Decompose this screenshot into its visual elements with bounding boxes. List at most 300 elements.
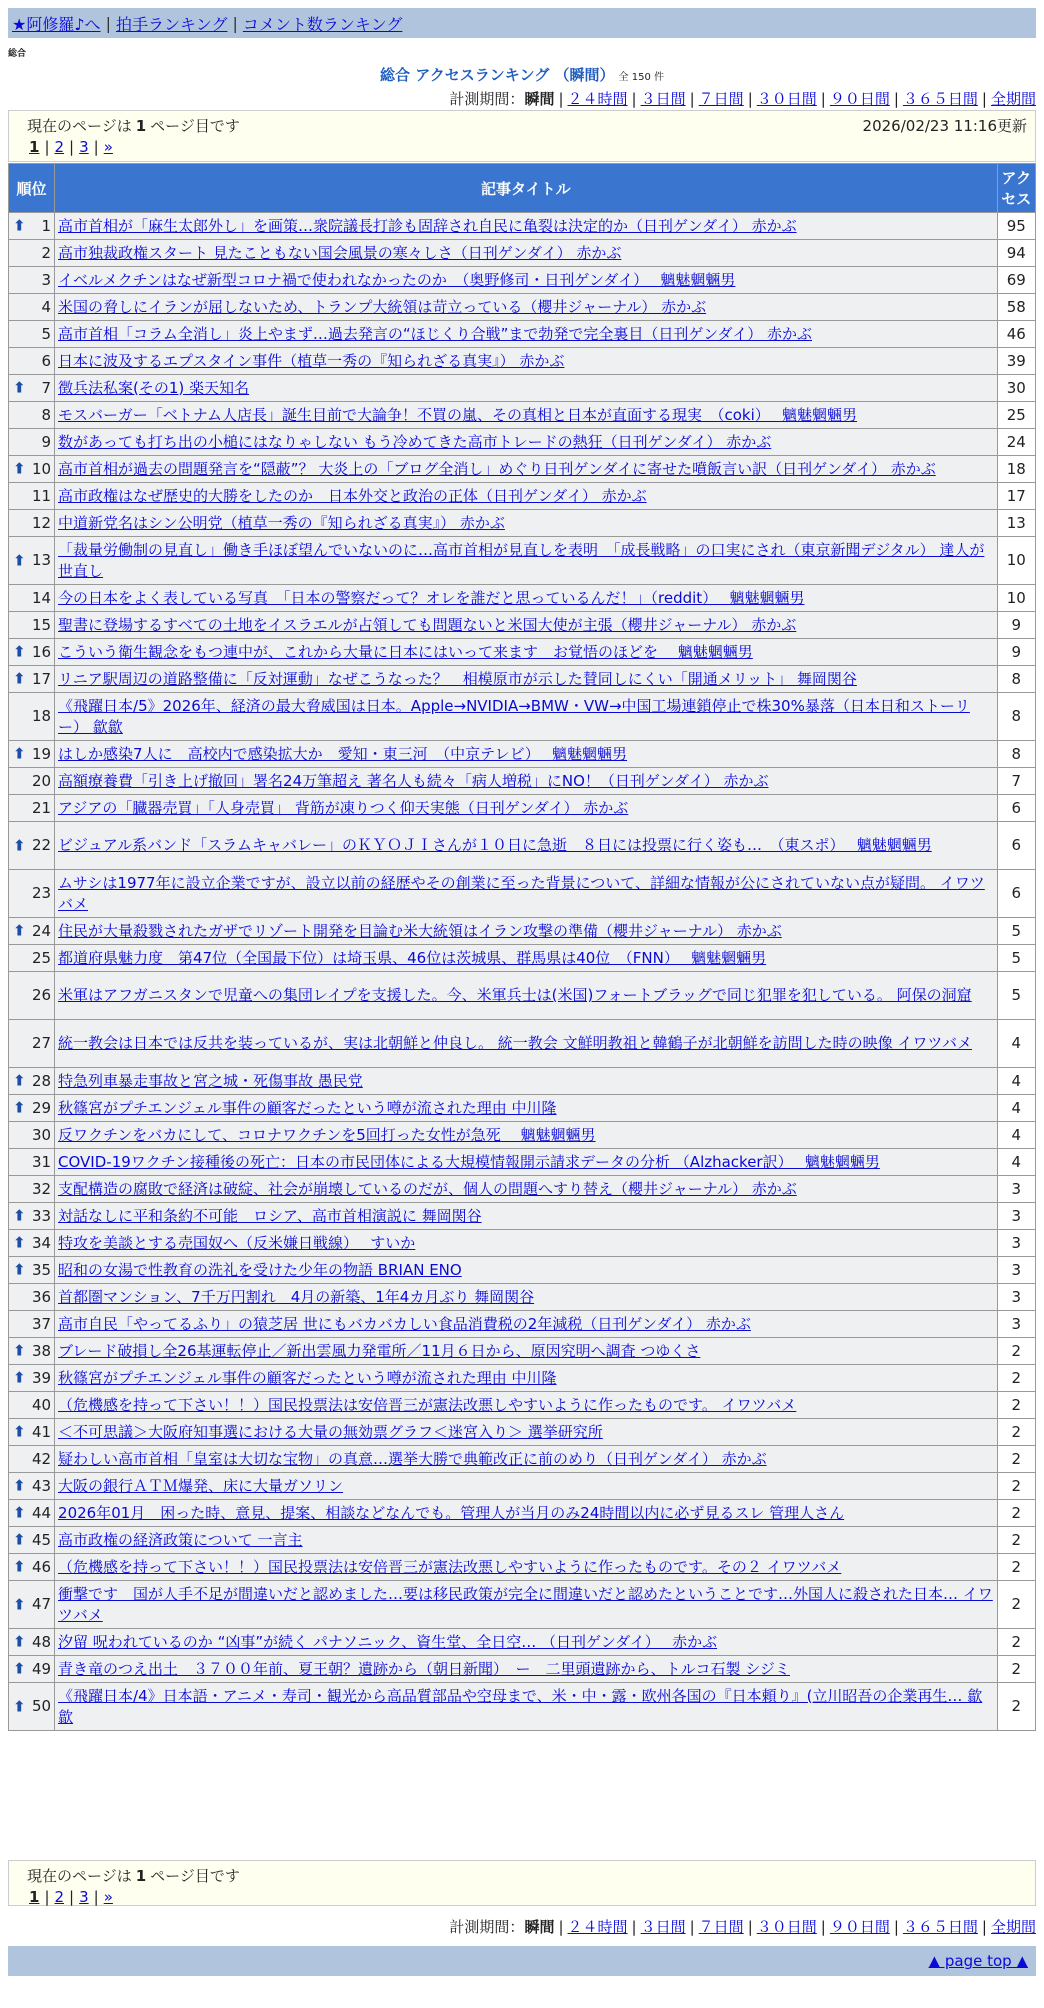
rank-cell: [9, 768, 55, 795]
rank-cell: [9, 402, 55, 429]
rank-number: 23: [31, 884, 52, 902]
table-row: [9, 321, 1036, 348]
rank-number: 35: [31, 1260, 52, 1279]
rank-cell: [9, 1419, 55, 1446]
title-cell: [55, 1419, 998, 1446]
title-cell: [55, 795, 998, 822]
up-arrow-icon: ⬆: [13, 1476, 26, 1495]
table-row: [9, 1068, 1036, 1095]
access-count: 10: [997, 585, 1035, 612]
period-separator: |: [558, 90, 564, 108]
article-title-link[interactable]: 首都圏マンション、7千万円割れ 4月の新築、1年4カ月ぶり 舞岡関谷: [58, 1287, 535, 1306]
article-title-link[interactable]: 特攻を美談とする売国奴へ（反米嫌日戦線） すいか: [58, 1233, 416, 1252]
ranking-table-body: [9, 213, 1036, 1731]
table-row: [9, 945, 1036, 972]
up-arrow-icon: ⬆: [13, 744, 26, 763]
up-arrow-icon: ⬆: [13, 1697, 26, 1715]
rank-number: 36: [31, 1287, 52, 1306]
article-title-link[interactable]: 2026年01月 困った時、意見、提案、相談などなんでも。管理人が当月のみ24時間以内に必ず見るスレ 管理人さん: [58, 1503, 845, 1522]
rank-number: 1: [41, 216, 52, 235]
article-title-link[interactable]: モスバーガー「ベトナム人店長」誕生目前で大論争！不買の嵐、その真相と日本が直面する現実 （coki） 魑魅魍魎男: [58, 405, 858, 424]
table-row: [9, 639, 1036, 666]
table-row: [9, 1629, 1036, 1656]
title-cell: [55, 321, 998, 348]
access-count: 46: [997, 321, 1035, 348]
title-cell: [55, 1122, 998, 1149]
up-arrow-icon: ⬆: [13, 378, 26, 397]
period-link[interactable]: ３０日間: [756, 90, 817, 108]
rank-number: 48: [31, 1632, 52, 1651]
article-title-link[interactable]: ビジュアル系バンド「スラムキャバレー」のＫＹＯＪＩさんが１０日に急逝 ８日には投票に行く姿も… （東スポ） 魑魅魍魎男: [58, 836, 932, 854]
up-arrow-icon: ⬆: [13, 551, 26, 569]
rank-column-header: 順位: [9, 164, 55, 213]
table-row: [9, 348, 1036, 375]
current-page-prefix: 現在のページは: [27, 117, 132, 135]
rank-cell: [9, 693, 55, 741]
period-current: 瞬間: [524, 1918, 555, 1936]
table-row: [9, 1527, 1036, 1554]
access-count: 9: [997, 639, 1035, 666]
rank-cell: [9, 267, 55, 294]
rank-number: 9: [41, 432, 52, 451]
table-row: [9, 870, 1036, 918]
access-count: 4: [997, 1149, 1035, 1176]
access-count: 6: [997, 822, 1035, 870]
table-row: [9, 1419, 1036, 1446]
up-arrow-icon: ⬆: [13, 1557, 26, 1576]
table-row: [9, 1500, 1036, 1527]
period-separator: |: [689, 1918, 695, 1936]
table-row: [9, 585, 1036, 612]
rank-cell: [9, 213, 55, 240]
period-separator: |: [820, 1918, 826, 1936]
table-row: [9, 429, 1036, 456]
access-count: 2: [997, 1554, 1035, 1581]
rank-number: 44: [31, 1503, 52, 1522]
up-arrow-icon: ⬆: [13, 1260, 26, 1279]
article-title-link[interactable]: アジアの「臓器売買」「人身売買」 背筋が凍りつく仰天実態（日刊ゲンダイ） 赤かぶ: [58, 798, 629, 817]
title-cell: [55, 240, 998, 267]
rank-number: 18: [31, 707, 52, 725]
article-title-link[interactable]: 特急列車暴走事故と宮之城・死傷事故 愚民党: [58, 1071, 363, 1090]
current-page-text: [27, 1865, 240, 1886]
article-title-link[interactable]: 《飛躍日本/4》日本語・アニメ・寿司・観光から高品質部品や空母まで、米・中・露・欧州各国の『日本頼り』(立川昭吾の企業再生… 歙歙: [58, 1686, 983, 1726]
rank-cell: [9, 240, 55, 267]
rank-number: 24: [31, 921, 52, 940]
article-title-link[interactable]: 反ワクチンをバカにして、コロナワクチンを5回打った女性が急死 魑魅魍魎男: [58, 1125, 596, 1144]
rank-number: 25: [31, 948, 52, 967]
table-row: [9, 456, 1036, 483]
page-link-current: 1: [29, 138, 40, 156]
article-title-link[interactable]: 衝撃です 国が人手不足が間違いだと認めました…要は移民政策が完全に間違いだと認めたということです…外国人に殺された日本… イワツバメ: [58, 1584, 993, 1624]
article-title-link[interactable]: 米国の脅しにイランが屈しないため、トランプ大統領は苛立っている（櫻井ジャーナル） 赤かぶ: [58, 297, 707, 316]
rank-cell: [9, 321, 55, 348]
rank-number: 10: [31, 459, 52, 478]
up-arrow-icon: ⬆: [13, 1595, 26, 1613]
rank-number: 17: [31, 669, 52, 688]
article-title-link[interactable]: 昭和の女湯で性教育の洗礼を受けた少年の物語 BRIAN ENO: [58, 1260, 462, 1279]
rank-cell: [9, 483, 55, 510]
access-count: 39: [997, 348, 1035, 375]
page-separator: |: [44, 1888, 50, 1906]
period-link[interactable]: ２４時間: [567, 1918, 628, 1936]
pagination-box-bottom: [8, 1860, 1036, 1906]
title-cell: [55, 918, 998, 945]
rank-cell: [9, 1365, 55, 1392]
rank-cell: [9, 1284, 55, 1311]
total-count: 全 150 件: [618, 72, 664, 83]
page-separator: |: [69, 138, 75, 156]
article-title-link[interactable]: 高市独裁政権スタート 見たこともない国会風景の寒々しさ（日刊ゲンダイ） 赤かぶ: [58, 243, 622, 262]
title-cell: [55, 267, 998, 294]
access-count: 94: [997, 240, 1035, 267]
page-link[interactable]: 3: [79, 138, 89, 156]
access-count: 8: [997, 693, 1035, 741]
current-page-prefix: 現在のページは: [27, 1867, 132, 1885]
title-cell: [55, 510, 998, 537]
rank-cell: [9, 1554, 55, 1581]
article-title-link[interactable]: 都道府県魅力度 第47位（全国最下位）は埼玉県、46位は茨城県、群馬県は40位 （FNN） 魑魅魍魎男: [58, 948, 767, 967]
title-cell: [55, 639, 998, 666]
page-link-current: 1: [29, 1888, 40, 1906]
period-link[interactable]: ２４時間: [567, 90, 628, 108]
rank-cell: [9, 612, 55, 639]
article-title-link[interactable]: リニア駅周辺の道路整備に「反対運動」なぜこうなった？ 相模原市が示した賛同しにくい「開通メリット」 舞岡関谷: [58, 669, 857, 688]
title-cell: [55, 1095, 998, 1122]
access-count: 4: [997, 1095, 1035, 1122]
table-row: [9, 1365, 1036, 1392]
table-row: [9, 972, 1036, 1020]
access-count: 2: [997, 1527, 1035, 1554]
table-row: [9, 1176, 1036, 1203]
access-count: 2: [997, 1338, 1035, 1365]
article-title-link[interactable]: 日本に波及するエプスタイン事件（植草一秀の『知られざる真実』） 赤かぶ: [58, 351, 565, 370]
period-separator: |: [558, 1918, 564, 1936]
title-cell: [55, 1230, 998, 1257]
rank-number: 42: [31, 1449, 52, 1468]
article-title-link[interactable]: こういう衛生観念をもつ連中が、これから大量に日本にはいって来ます お覚悟のほどを 魑魅魍魎男: [58, 642, 753, 661]
rank-cell: [9, 1176, 55, 1203]
rank-cell: [9, 1581, 55, 1629]
rank-cell: [9, 945, 55, 972]
article-title-link[interactable]: ムサシは1977年に設立企業ですが、設立以前の経歴やその創業に至った背景について、詳細な情報が公にされていない点が疑問。 イワツバメ: [58, 873, 985, 913]
nav-link-comment-ranking[interactable]: コメント数ランキング: [242, 14, 403, 34]
up-arrow-icon: ⬆: [13, 459, 26, 478]
rank-cell: [9, 1446, 55, 1473]
table-row: [9, 795, 1036, 822]
period-link[interactable]: 全期間: [990, 1918, 1036, 1936]
table-row: [9, 1473, 1036, 1500]
table-row: [9, 267, 1036, 294]
rank-number: 3: [41, 270, 52, 289]
title-cell: [55, 1203, 998, 1230]
rank-number: 30: [31, 1125, 52, 1144]
footer-bar: [8, 1946, 1036, 1976]
current-page-suffix: ページ目です: [150, 117, 240, 135]
table-row: [9, 1257, 1036, 1284]
table-row: [9, 612, 1036, 639]
table-row: [9, 1203, 1036, 1230]
period-link[interactable]: ７日間: [698, 1918, 744, 1936]
article-title-link[interactable]: 高額療養費「引き上げ撤回」署名24万筆超え 著名人も続々「病人増税」にNO！（日刊ゲンダイ） 赤かぶ: [58, 771, 769, 790]
page-link[interactable]: 2: [54, 138, 65, 156]
table-row: [9, 666, 1036, 693]
access-count: 5: [997, 918, 1035, 945]
table-row: [9, 1581, 1036, 1629]
rank-number: 29: [31, 1098, 52, 1117]
title-cell: [55, 693, 998, 741]
access-count: 30: [997, 375, 1035, 402]
up-arrow-icon: ⬆: [13, 642, 26, 661]
access-count: 4: [997, 1068, 1035, 1095]
table-row: [9, 918, 1036, 945]
rank-number: 5: [41, 324, 52, 343]
table-row: [9, 1683, 1036, 1731]
access-count: 17: [997, 483, 1035, 510]
page-top-link[interactable]: ▲ page top ▲: [928, 1952, 1028, 1970]
title-cell: [55, 294, 998, 321]
article-title-link[interactable]: ブレード破損し全26基運転停止／新出雲風力発電所／11月６日から、原因究明へ調査 つゆくさ: [58, 1341, 701, 1360]
rank-number: 39: [31, 1368, 52, 1387]
page-separator: |: [93, 138, 99, 156]
page-link[interactable]: »: [103, 1888, 113, 1906]
period-link[interactable]: 全期間: [990, 90, 1036, 108]
rank-number: 46: [31, 1557, 52, 1576]
table-row: [9, 1020, 1036, 1068]
title-cell: [55, 612, 998, 639]
rank-cell: [9, 972, 55, 1020]
rank-cell: [9, 1203, 55, 1230]
access-count: 5: [997, 945, 1035, 972]
page-link[interactable]: 2: [54, 1888, 65, 1906]
up-arrow-icon: ⬆: [13, 1659, 26, 1678]
nav-separator: |: [105, 13, 111, 33]
table-row: [9, 1311, 1036, 1338]
rank-cell: [9, 1629, 55, 1656]
table-row: [9, 1392, 1036, 1419]
article-title-link[interactable]: 数があっても打ち出の小槌にはなりゃしない もう冷めてきた高市トレードの熱狂（日刊ゲンダイ） 赤かぶ: [58, 432, 772, 451]
rank-cell: [9, 639, 55, 666]
article-title-link[interactable]: COVID-19ワクチン接種後の死亡：日本の市民団体による大規模情報開示請求データの分析 （Alzhacker訳） 魑魅魍魎男: [58, 1152, 880, 1171]
article-title-link[interactable]: 高市首相「コラム全消し」炎上やまず…過去発言の“ほじくり合戦”まで勃発で完全裏目（日刊ゲンダイ） 赤かぶ: [58, 324, 812, 343]
rank-number: 34: [31, 1233, 52, 1252]
title-cell: [55, 768, 998, 795]
period-separator: |: [981, 90, 987, 108]
table-row: [9, 402, 1036, 429]
title-cell: [55, 972, 998, 1020]
title-cell: [55, 537, 998, 585]
access-count: 69: [997, 267, 1035, 294]
rank-number: 7: [41, 378, 52, 397]
access-count: 2: [997, 1473, 1035, 1500]
title-cell: [55, 1284, 998, 1311]
rank-number: 38: [31, 1341, 52, 1360]
rank-number: 28: [31, 1071, 52, 1090]
access-count: 2: [997, 1392, 1035, 1419]
title-cell: [55, 1656, 998, 1683]
rank-number: 27: [31, 1034, 52, 1052]
page-separator: |: [93, 1888, 99, 1906]
title-cell: [55, 666, 998, 693]
rank-cell: [9, 1392, 55, 1419]
rank-cell: [9, 741, 55, 768]
article-title-link[interactable]: 《飛躍日本/5》2026年、経済の最大脅威国は日本。Apple→NVIDIA→BMW・VW→中国工場連鎖停止で株30%暴落（日本日和ストーリー） 歙歙: [58, 696, 970, 736]
nav-separator: |: [232, 13, 238, 33]
access-count: 2: [997, 1683, 1035, 1731]
title-cell: [55, 1392, 998, 1419]
period-link[interactable]: ３日間: [640, 90, 686, 108]
section-label: 総合: [8, 49, 27, 59]
current-page-number: 1: [135, 117, 147, 135]
rank-number: 6: [41, 351, 52, 370]
title-cell: [55, 375, 998, 402]
article-title-link[interactable]: 聖書に登場するすべての土地をイスラエルが占領しても問題ないと米国大使が主張（櫻井ジャーナル） 赤かぶ: [58, 615, 797, 634]
access-count: 6: [997, 795, 1035, 822]
access-count: 8: [997, 666, 1035, 693]
access-count: 2: [997, 1581, 1035, 1629]
page-link[interactable]: 3: [79, 1888, 89, 1906]
period-link[interactable]: ３０日間: [756, 1918, 817, 1936]
access-count: 5: [997, 972, 1035, 1020]
period-separator: |: [631, 1918, 637, 1936]
article-title-link[interactable]: 秋篠宮がプチエンジェル事件の顧客だったという噂が流された理由 中川隆: [58, 1098, 557, 1117]
up-arrow-icon: ⬆: [13, 1071, 26, 1090]
up-arrow-icon: ⬆: [13, 1503, 26, 1522]
period-link[interactable]: ３６５日間: [902, 1918, 978, 1936]
up-arrow-icon: ⬆: [13, 1422, 26, 1441]
rank-number: 49: [31, 1659, 52, 1678]
period-link[interactable]: ７日間: [698, 90, 744, 108]
title-column-header: 記事タイトル: [55, 164, 998, 213]
article-title-link[interactable]: 統一教会は日本では反共を装っているが、実は北朝鮮と仲良し。 統一教会 文鮮明教祖と韓鶴子が北朝鮮を訪問した時の映像 イワツバメ: [58, 1034, 973, 1052]
rank-number: 26: [31, 986, 52, 1004]
rank-cell: [9, 1500, 55, 1527]
title-cell: [55, 1311, 998, 1338]
article-title-link[interactable]: 高市政権の経済政策について 一言主: [58, 1530, 303, 1549]
title-cell: [55, 741, 998, 768]
access-count: 7: [997, 768, 1035, 795]
article-title-link[interactable]: 対話なしに平和条約不可能 ロシア、高市首相演説に 舞岡関谷: [58, 1206, 482, 1225]
access-count: 25: [997, 402, 1035, 429]
title-cell: [55, 1527, 998, 1554]
title-cell: [55, 1554, 998, 1581]
period-selector-top: [449, 88, 1036, 109]
access-count: 3: [997, 1230, 1035, 1257]
title-cell: [55, 213, 998, 240]
article-title-link[interactable]: 汐留 呪われているのか “凶事”が続く パナソニック、資生堂、全日空… （日刊ゲンダイ） 赤かぶ: [58, 1632, 718, 1651]
current-page-number: 1: [135, 1867, 147, 1885]
article-title-link[interactable]: 青き竜のつえ出土 ３７００年前、夏王朝？遺跡から（朝日新聞） ー 二里頭遺跡から、トルコ石製 シジミ: [58, 1659, 790, 1678]
up-arrow-icon: ⬆: [13, 1206, 26, 1225]
article-title-link[interactable]: イベルメクチンはなぜ新型コロナ禍で使われなかったのか （奥野修司・日刊ゲンダイ） 魑魅魍魎男: [58, 270, 736, 289]
table-row: [9, 1284, 1036, 1311]
ranking-title: 総合 アクセスランキング （瞬間）: [380, 66, 615, 84]
period-separator: |: [893, 1918, 899, 1936]
table-row: [9, 240, 1036, 267]
period-link[interactable]: ９０日間: [829, 1918, 890, 1936]
table-header-row: [9, 164, 1036, 213]
up-arrow-icon: ⬆: [13, 216, 26, 235]
access-count: 2: [997, 1446, 1035, 1473]
article-title-link[interactable]: （危機感を持って下さい！！）国民投票法は安倍晋三が憲法改悪しやすいように作ったものです。その２ イワツバメ: [58, 1557, 842, 1576]
table-row: [9, 693, 1036, 741]
rank-number: 19: [31, 744, 52, 763]
period-link[interactable]: ９０日間: [829, 90, 890, 108]
title-cell: [55, 1683, 998, 1731]
period-separator: |: [893, 90, 899, 108]
article-title-link[interactable]: はしか感染7人に 高校内で感染拡大か 愛知・東三河 （中京テレビ） 魑魅魍魎男: [58, 744, 628, 763]
access-count: 24: [997, 429, 1035, 456]
article-title-link[interactable]: 大阪の銀行ＡＴＭ爆発、床に大量ガソリン: [58, 1476, 344, 1495]
period-separator: |: [981, 1918, 987, 1936]
article-title-link[interactable]: 疑わしい高市首相「皇室は大切な宝物」の真意…選挙大勝で典範改正に前のめり（日刊ゲンダイ） 赤かぶ: [58, 1449, 767, 1468]
article-title-link[interactable]: 徴兵法私案(その1) 楽天知名: [58, 378, 250, 397]
period-link[interactable]: ３６５日間: [902, 90, 978, 108]
title-cell: [55, 402, 998, 429]
up-arrow-icon: ⬆: [13, 836, 26, 854]
period-selector-bottom: [449, 1916, 1036, 1937]
rank-cell: [9, 1656, 55, 1683]
article-title-link[interactable]: 高市政権はなぜ歴史的大勝をしたのか 日本外交と政治の正体（日刊ゲンダイ） 赤かぶ: [58, 486, 647, 505]
title-cell: [55, 1500, 998, 1527]
up-arrow-icon: ⬆: [13, 921, 26, 940]
article-title-link[interactable]: 今の日本をよく表している写真 「日本の警察だって？オレを誰だと思っているんだ！」（reddit） 魑魅魍魎男: [58, 588, 805, 607]
rank-cell: [9, 1473, 55, 1500]
rank-number: 22: [31, 836, 52, 854]
rank-cell: [9, 1149, 55, 1176]
article-title-link[interactable]: 秋篠宮がプチエンジェル事件の顧客だったという噂が流された理由 中川隆: [58, 1368, 557, 1387]
page-link[interactable]: »: [103, 138, 113, 156]
article-title-link[interactable]: 「裁量労働制の見直し」働き手ほぼ望んでいないのに…高市首相が見直しを表明 「成長戦略」の口実にされ（東京新聞デジタル） 達人が世直し: [58, 540, 985, 580]
title-cell: [55, 429, 998, 456]
article-title-link[interactable]: 中道新党名はシン公明党（植草一秀の『知られざる真実』） 赤かぶ: [58, 513, 505, 532]
access-count: 3: [997, 1176, 1035, 1203]
table-row: [9, 741, 1036, 768]
nav-link-home[interactable]: ★阿修羅♪へ: [12, 14, 101, 34]
rank-number: 16: [31, 642, 52, 661]
rank-cell: [9, 1230, 55, 1257]
article-title-link[interactable]: 支配構造の腐敗で経済は破綻、社会が崩壊しているのだが、個人の問題へすり替え（櫻井ジャーナル） 赤かぶ: [58, 1179, 797, 1198]
rank-cell: [9, 1311, 55, 1338]
access-count: 4: [997, 1020, 1035, 1068]
rank-cell: [9, 375, 55, 402]
rank-cell: [9, 666, 55, 693]
period-label: 計測期間：: [449, 1918, 525, 1936]
article-title-link[interactable]: 米軍はアフガニスタンで児童への集団レイプを支援した。今、米軍兵士は(米国)フォートブラッグで同じ犯罪を犯している。 阿保の洞窟: [58, 986, 972, 1004]
page-separator: |: [69, 1888, 75, 1906]
period-link[interactable]: ３日間: [640, 1918, 686, 1936]
article-title-link[interactable]: ＜不可思議＞大阪府知事選における大量の無効票グラフ＜迷宮入り＞ 選挙研究所: [58, 1422, 603, 1441]
pagination-box-top: [8, 110, 1036, 162]
table-row: [9, 1149, 1036, 1176]
rank-cell: [9, 1257, 55, 1284]
article-title-link[interactable]: 高市首相が「麻生太郎外し」を画策…衆院議長打診も固辞され自民に亀裂は決定的か（日刊ゲンダイ） 赤かぶ: [58, 216, 797, 235]
article-title-link[interactable]: 住民が大量殺戮されたガザでリゾート開発を目論む米大統領はイラン攻撃の準備（櫻井ジャーナル） 赤かぶ: [58, 921, 782, 940]
title-cell: [55, 1473, 998, 1500]
article-title-link[interactable]: 高市首相が過去の問題発言を“隠蔽”？ 大炎上の「ブログ全消し」めぐり日刊ゲンダイに寄せた噴飯言い訳（日刊ゲンダイ） 赤かぶ: [58, 459, 936, 478]
period-separator: |: [747, 1918, 753, 1936]
up-arrow-icon: ⬆: [13, 1098, 26, 1117]
nav-link-applause-ranking[interactable]: 拍手ランキング: [115, 14, 228, 34]
current-page-suffix: ページ目です: [150, 1867, 240, 1885]
article-title-link[interactable]: （危機感を持って下さい！！）国民投票法は安倍晋三が憲法改悪しやすいように作ったものです。 イワツバメ: [58, 1395, 797, 1414]
article-title-link[interactable]: 高市自民「やってるふり」の猿芝居 世にもバカバカしい食品消費税の2年減税（日刊ゲンダイ） 赤かぶ: [58, 1314, 751, 1333]
rank-number: 31: [31, 1152, 52, 1171]
table-row: [9, 483, 1036, 510]
title-cell: [55, 1581, 998, 1629]
up-arrow-icon: ⬆: [13, 1233, 26, 1252]
rank-number: 41: [31, 1422, 52, 1441]
